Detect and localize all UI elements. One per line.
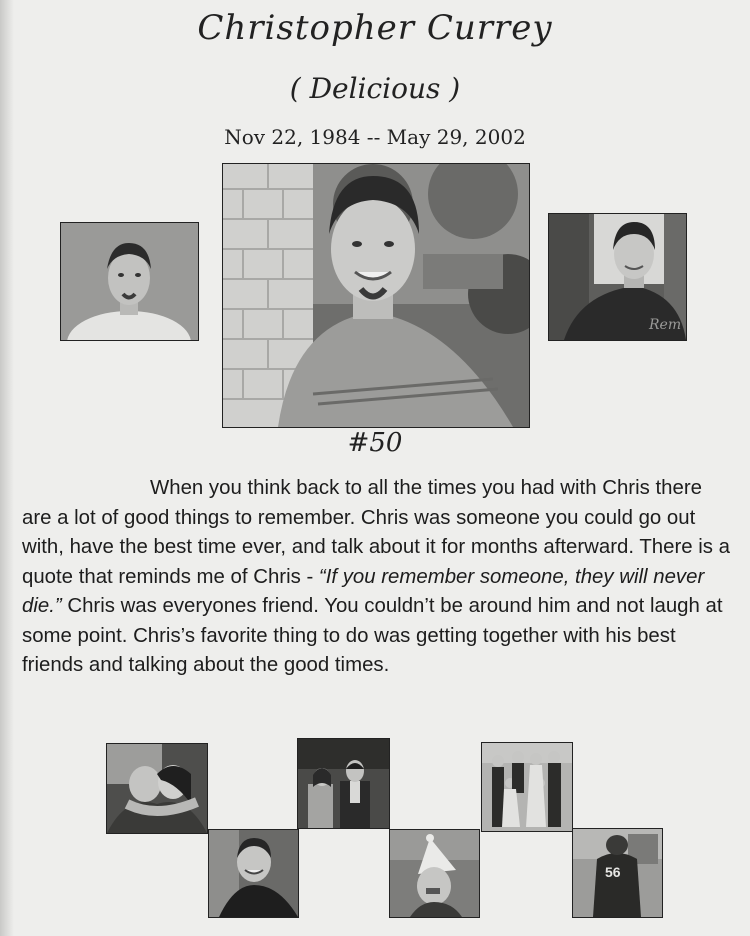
collage-photo-couple [297, 738, 390, 829]
portrait-photo-center [222, 163, 530, 428]
collage-photo-party-hat [389, 829, 480, 918]
svg-text:Rem: Rem [649, 317, 682, 333]
tribute-text-before-quote: When you think back to all the times you had with Chris there are a lot of good things to remember. Chris was someone you could go out with, have the best time ever, and talk about it for months afterward. There is a quote that reminds me of Chris - [22, 477, 730, 588]
tribute-text-after-quote: Chris was everyones friend. You couldn’t be around him and not laugh at some point. Chris’s favorite thing to do was getting together with his best friends and talking about the good times. [22, 595, 723, 676]
collage-photo-football [572, 828, 663, 918]
memorial-name-title: Christopher Currey [197, 8, 553, 48]
tribute-paragraph [22, 474, 737, 681]
portrait-photo-left [60, 222, 199, 341]
collage-photo-smiling [208, 829, 299, 918]
birth-death-dates: Nov 22, 1984 -- May 29, 2002 [224, 125, 526, 149]
nickname: ( Delicious ) [289, 72, 461, 105]
portrait-photo-right [548, 213, 687, 341]
tribute-quote: “If you remember someone, they will never die.” [22, 565, 705, 617]
jersey-number: #50 [347, 428, 403, 458]
collage-photo-group [481, 742, 573, 832]
collage-photo-hug [106, 743, 208, 834]
svg-text:56: 56 [605, 864, 621, 880]
